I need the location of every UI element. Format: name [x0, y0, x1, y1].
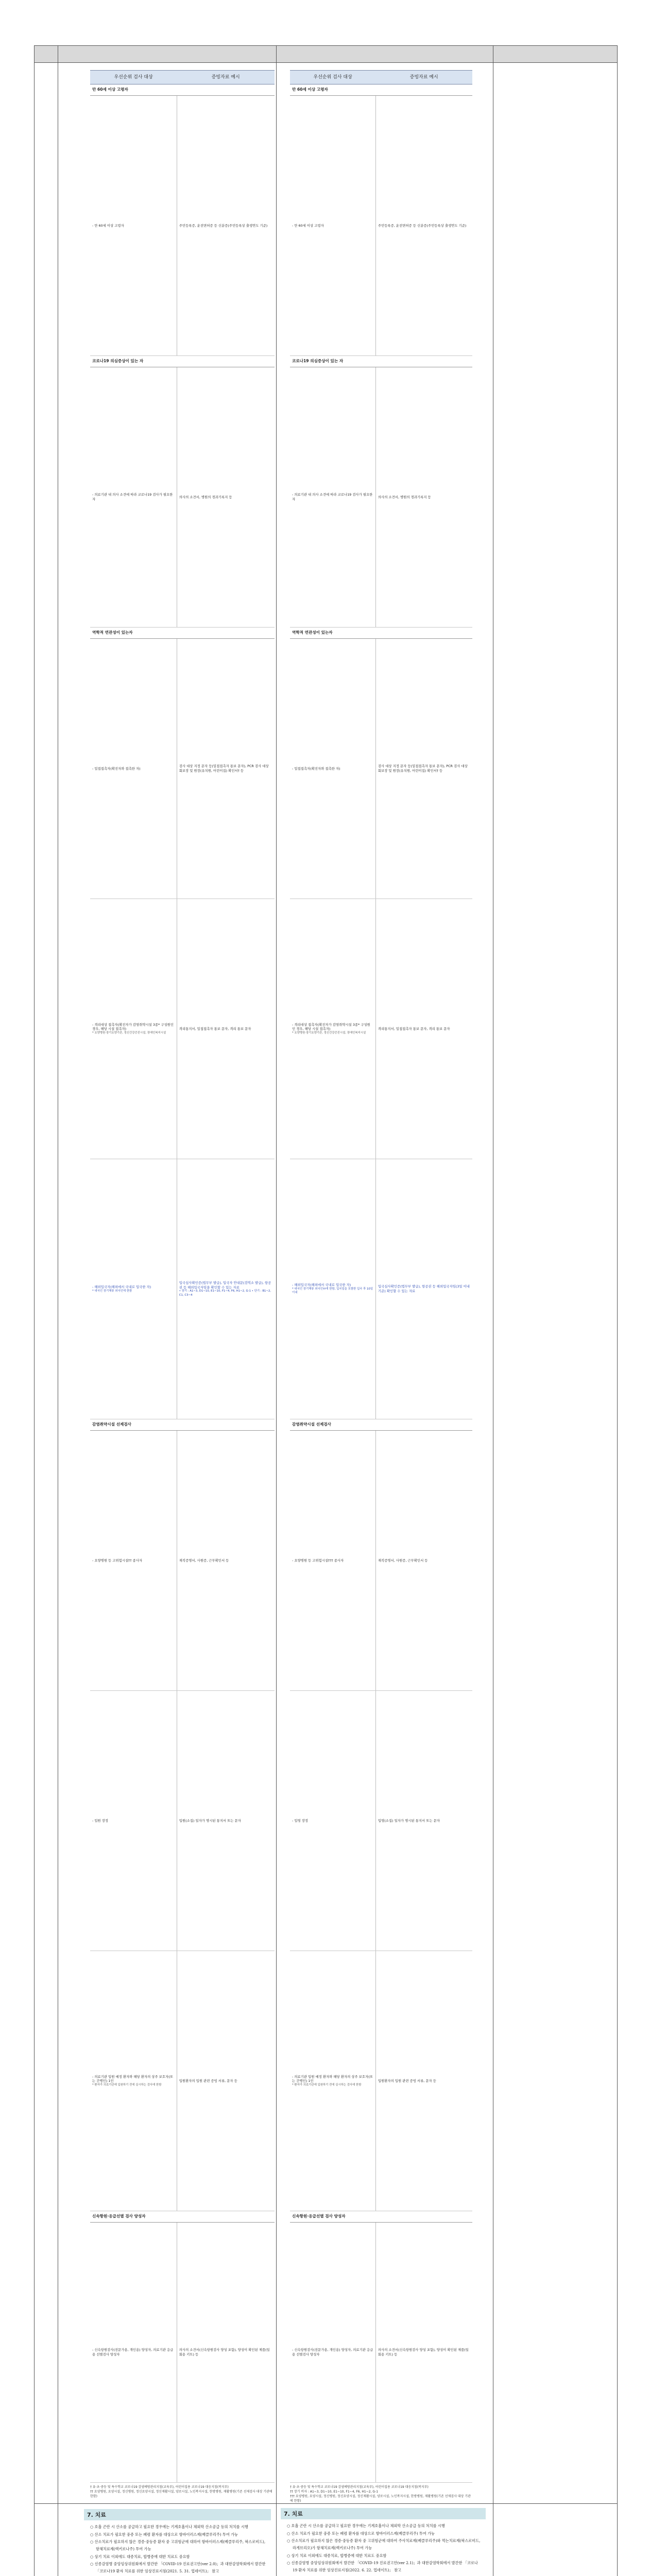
target-text: - 요양병원 등 고위험시설†† 종사자 — [92, 1558, 142, 1563]
section-title: 만 60세 이상 고령자 — [90, 84, 275, 96]
target-cell — [90, 899, 177, 1159]
table-row — [290, 96, 472, 356]
proof-text: 재직증명서, 사원증, 근무확인서 등 — [179, 1558, 229, 1563]
treatment-bullet: ○ 산소치료가 필요하지 않은 경증·중등증 환자 중 고위험군에 대하여 주사치료제(베클루리주)와 먹는치료제(팍스로비드, 라게브리오)가 항체치료제(렉키로나주) 투여 가능 — [287, 2537, 482, 2551]
after-treatment — [277, 2504, 493, 2574]
section-row — [290, 1419, 472, 1431]
table-row — [290, 1159, 472, 1419]
footnote: † 유·초·중등 및 특수학교 코로나19 감염예방관리지침(교육부), 어린이집용 코로나19 대응지침(복지부) — [90, 2485, 275, 2489]
proof-cell — [375, 1951, 472, 2211]
table-row — [90, 639, 275, 899]
header-cell-after — [277, 46, 493, 63]
section-row — [290, 2211, 472, 2223]
proof-cell — [177, 367, 275, 628]
section-row — [290, 84, 472, 96]
before-table-cell — [58, 63, 277, 2504]
target-text: - 격리대상 접촉자(확진자가 감염취약시설 3종* 구성원인 경우, 해당 시설 접촉자) — [92, 1023, 174, 1031]
treatment-bullets — [84, 2523, 271, 2575]
proof-cell — [375, 1691, 472, 1951]
target-text: - 해외입국자(해외에서 국내로 입국한 자) — [292, 1283, 351, 1287]
proof-note: • 장기 : A1~3, D1~10, E1~10, F1~4, F6, H1~2, G-1 • 단기 : B1~2, C1, C3~4 — [179, 1290, 272, 1297]
target-cell — [290, 96, 375, 356]
table-row — [90, 367, 275, 628]
proof-cell — [375, 367, 472, 628]
proof-cell — [177, 96, 275, 356]
proof-text: 격리통지서, 밀접접촉자 통보 문자, 격리 통보 문자 — [378, 1027, 450, 1031]
proof-text: 입원(소집) 일자가 명시된 통지서 또는 문자 — [179, 1819, 241, 1823]
treatment-bullet: ○ 산소 치료가 필요한 중증 또는 폐렴 환자를 대상으로 항바이러스제(베클루리주) 투여 가능 — [287, 2530, 482, 2537]
proof-text: 격리통지서, 밀접접촉자 통보 문자, 격리 통보 문자 — [179, 1027, 251, 1031]
section-title: 감염취약시설 선제검사 — [290, 1419, 472, 1431]
target-text: - 밀접접촉자(확진자와 접촉한 자) — [292, 767, 340, 771]
section-row — [90, 84, 275, 96]
proof-cell — [177, 1159, 275, 1419]
target-text: - 의료기관 입원 예정 환자와 해당 환자의 상주 보호자(또는 간병인) 1인 — [292, 2075, 373, 2083]
target-note: * 환자가 의료기관에 입원하기 전에 실시하는 검사에 한함 — [292, 2083, 373, 2087]
section-title: 만 60세 이상 고령자 — [290, 84, 472, 96]
note-cell — [493, 2504, 618, 2576]
footnote: ††† 요양병원, 요양시설, 정신병원, 정신요양시설, 정신재활시설, 양로시설, 노인복지시설, 한방병원, 재활병원(기존 선제검사 대상 기관에 한함) — [290, 2494, 472, 2503]
proof-cell — [177, 1951, 275, 2211]
treatment-bullet: ○ 호흡 곤란 시 산소를 공급하고 필요한 경우에는 기계호흡이나 체외막 산소공급 등의 처치를 시행 — [90, 2523, 267, 2531]
section-row — [90, 2211, 275, 2223]
target-note: * 환자가 의료기관에 입원하기 전에 실시하는 검사에 한함 — [92, 2083, 175, 2087]
target-note: * 요양병원·장기요양기관, 정신건강증진시설, 장애인복지시설 — [92, 1031, 175, 1035]
target-cell — [290, 367, 375, 628]
treatment-bullet: ○ 호흡 곤란 시 산소를 공급하고 필요한 경우에는 기계호흡이나 체외막 산소공급 등의 처치를 시행 — [287, 2522, 482, 2530]
table-row — [290, 1431, 472, 1691]
proof-text: 입원환자의 입원 관련 증빙 서류, 문자 등 — [179, 2079, 237, 2083]
target-note: * 내국인 장기체류 외국인에 한함 — [92, 1290, 175, 1293]
target-cell — [290, 2223, 375, 2483]
proof-text: 검사 대상 지정 문자 등(밀접접촉자 통보 문자), PCR 검사 대상 회보장 및 원장(유치원, 어린이집) 확인서† 등 — [378, 764, 468, 773]
proof-cell — [375, 1159, 472, 1419]
target-cell — [290, 899, 375, 1159]
col-header-target: 우선순위 검사 대상 — [290, 71, 375, 84]
target-text: - 만 60세 이상 고령자 — [92, 224, 124, 228]
table-row — [90, 1691, 275, 1951]
proof-cell — [375, 899, 472, 1159]
target-text: - 신속항원검사(전문가용, 개인용) 양성자, 의료기관 응급용 선별검사 양성자 — [92, 2348, 173, 2357]
footnotes — [290, 2485, 472, 2503]
table-row — [290, 899, 472, 1159]
section-row — [290, 356, 472, 367]
section-title: 신속항원·응급선별 검사 양성자 — [90, 2211, 275, 2223]
treatment-bullet: ○ 상기 치료 이외에도 대증치료, 합병증에 대한 치료도 중요함 — [287, 2552, 482, 2560]
target-text: - 만 60세 이상 고령자 — [292, 224, 324, 228]
treatment-bullet: ○ 상기 치료 이외에도 대증치료, 합병증에 대한 치료도 중요함 — [90, 2553, 267, 2561]
treatment-heading: 7. 치료 — [84, 2509, 271, 2520]
table-row — [90, 1159, 275, 1419]
target-note: * 내국인 장기체류 외국인††에 한함, 입국일을 포함한 입국 후 10일 이내 — [292, 1287, 373, 1295]
footnote: †† 요양병원, 요양시설, 정신병원, 정신요양시설, 정신재활시설, 양로시설, 노인복지시설, 한방병원, 재활병원(기존 선제검사 대상 기관에 한함) — [90, 2489, 275, 2499]
target-text: - 요양병원 등 고위험시설††† 종사자 — [292, 1558, 344, 1563]
section-row — [90, 356, 275, 367]
col-header-proof: 증빙자료 예시 — [177, 71, 275, 84]
target-cell — [290, 639, 375, 899]
target-cell — [90, 96, 177, 356]
target-text: - 입원 장정 — [92, 1819, 108, 1823]
table-header-row — [90, 71, 275, 84]
treatment-bullets — [281, 2522, 486, 2574]
proof-cell — [177, 899, 275, 1159]
target-cell — [90, 367, 177, 628]
target-cell — [90, 2223, 177, 2483]
after-priority-table — [277, 63, 493, 2503]
proof-text: 의사의 소견서, 병원의 경과기록지 등 — [378, 495, 431, 499]
target-text: - 의료기관 내 의사 소견에 따라 코로나19 검사가 필요한 자 — [292, 493, 372, 501]
target-cell — [290, 1159, 375, 1419]
row-number-cell — [35, 63, 58, 2504]
row-number-cell — [35, 2504, 58, 2576]
section-title: 신속항원·응급선별 검사 양성자 — [290, 2211, 472, 2223]
treatment-bullet: ○ 산소 치료가 필요한 중증 또는 폐렴 환자를 대상으로 항바이러스제(베클루리주) 투여 가능 — [90, 2531, 267, 2538]
priority-test-row — [35, 63, 618, 2504]
header-cell-before — [58, 46, 277, 63]
treatment-bullet: ○ 신종감염병 중앙임상위원회에서 발간한 「COVID-19 진료권고안(ver 2.1)」과 대한감염학회에서 발간한 「코로나19 환자 치료를 위한 임상진료지침(2022. 6. 22. 업데이트)」 참고 — [287, 2560, 482, 2573]
priority-table — [290, 70, 472, 2483]
proof-text: 주민등록증, 운전면허증 등 신분증(주민등록상 출생연도 기준) — [179, 224, 268, 228]
comparison-table — [34, 45, 618, 2576]
proof-cell — [375, 639, 472, 899]
proof-text: 재직증명서, 사원증, 근무확인서 등 — [378, 1558, 428, 1563]
proof-cell — [177, 639, 275, 899]
proof-text: 의사의 소견서, 병원의 경과기록지 등 — [179, 495, 232, 499]
proof-text: 의사의 소견서(신속항원검사 양성 포함), 양성이 확인된 제품(일회용 키트) 등 — [179, 2348, 270, 2357]
col-header-target: 우선순위 검사 대상 — [90, 71, 177, 84]
section-row — [90, 1419, 275, 1431]
section-title: 역학적 연관성이 있는자 — [290, 628, 472, 639]
section-title: 감염취약시설 선제검사 — [90, 1419, 275, 1431]
proof-cell — [177, 1431, 275, 1691]
proof-text: 입국심사확인증(법무부 발급), 항공권 등 해외입국자임(3일 이내 기준) 확인할 수 있는 자료 — [378, 1284, 470, 1293]
after-table-cell — [277, 63, 493, 2504]
table-row — [290, 1691, 472, 1951]
table-row — [90, 1431, 275, 1691]
priority-table — [90, 70, 275, 2483]
table-row — [290, 1951, 472, 2211]
table-row — [90, 2223, 275, 2483]
header-cell-note — [493, 46, 618, 63]
footnote: † 유·초·중등 및 특수학교 코로나19 감염예방관리지침(교육부), 어린이집용 코로나19 대응지침(복지부) — [290, 2485, 472, 2489]
proof-text: 입원환자의 입원 관련 증빙 서류, 문자 등 — [378, 2079, 436, 2083]
target-cell — [290, 1691, 375, 1951]
target-text: - 의료기관 내 의사 소견에 따라 코로나19 검사가 필요한 자 — [92, 493, 173, 501]
table-row — [290, 367, 472, 628]
section-title: 역학적 연관성이 있는자 — [90, 628, 275, 639]
table-row — [90, 96, 275, 356]
table-header-row — [290, 71, 472, 84]
section-title: 코로나19 의심증상이 있는 자 — [90, 356, 275, 367]
target-cell — [290, 1431, 375, 1691]
treatment-bullet: ○ 신종감염병 중앙임상위원회에서 발간한 「COVID-19 진료권고안(ver 2.0)」과 대한감염학회에서 발간한 「코로나19 환자 치료를 위한 임상진료지침(2021. 5. 31. 업데이트)」 참고 — [90, 2561, 267, 2574]
section-row — [290, 628, 472, 639]
proof-cell — [177, 1691, 275, 1951]
target-cell — [90, 1951, 177, 2211]
after-treatment-cell — [277, 2504, 493, 2576]
proof-text: 주민등록증, 운전면허증 등 신분증(주민등록상 출생연도 기준) — [378, 224, 467, 228]
note-cell — [493, 63, 618, 2504]
section-title: 코로나19 의심증상이 있는 자 — [290, 356, 472, 367]
table-row — [90, 1951, 275, 2211]
treatment-row — [35, 2504, 618, 2576]
target-text: - 의료기관 입원 예정 환자와 해당 환자의 상주 보호자(또는 간병인) 1인 — [92, 2075, 173, 2083]
header-cell-number — [35, 46, 58, 63]
target-cell — [90, 1159, 177, 1419]
proof-cell — [375, 1431, 472, 1691]
proof-text: 입국심사확인증(법무부 발급), 입국자 안내문(검역소 발급), 항공권 등 해외입국자임을 확인할 수 있는 자료 — [179, 1281, 271, 1290]
footnote: †† 장기 비자 : A1~3, D1~10, E1~10, F1~4, F6, H1~2, G-1 — [290, 2489, 472, 2494]
proof-text: 검사 대상 지정 문자 등(밀접접촉자 통보 문자), PCR 검사 대상 회보장 및 원장(유치원, 어린이집) 확인서† 등 — [179, 764, 269, 773]
treatment-heading: 7. 치료 — [281, 2508, 486, 2519]
section-row — [90, 628, 275, 639]
footnotes — [90, 2485, 275, 2499]
proof-text: 입영(소집) 일자가 명시된 통지서 또는 문자 — [378, 1819, 440, 1823]
target-cell — [90, 639, 177, 899]
table-row — [290, 2223, 472, 2483]
before-priority-table — [58, 63, 276, 2499]
target-text: - 입영 장정 — [292, 1819, 308, 1823]
target-note: * 요양병원·장기요양기관, 정신건강증진시설, 장애인복지시설 — [292, 1031, 373, 1035]
before-treatment — [58, 2504, 276, 2575]
target-text: - 밀접접촉자(확진자와 접촉한 자) — [92, 767, 141, 771]
before-treatment-cell — [58, 2504, 277, 2576]
proof-cell — [375, 96, 472, 356]
target-text: - 격리대상 접촉자(확진자가 감염취약시설 3종* 구성원인 경우, 해당 시설 접촉자) — [292, 1023, 370, 1031]
target-cell — [90, 1431, 177, 1691]
target-text: - 해외입국자(해외에서 국내로 입국한 자) — [92, 1285, 151, 1289]
proof-text: 의사의 소견서(신속항원검사 양성 포함), 양성이 확인된 제품(일회용 키트) 등 — [378, 2348, 469, 2357]
table-row — [90, 899, 275, 1159]
header-row — [35, 46, 618, 63]
target-text: - 신속항원검사(전문가용, 개인용) 양성자, 의료기관 응급용 선별검사 양성자 — [292, 2348, 373, 2357]
col-header-proof: 증빙자료 예시 — [375, 71, 472, 84]
proof-cell — [177, 2223, 275, 2483]
target-cell — [90, 1691, 177, 1951]
table-row — [290, 639, 472, 899]
target-cell — [290, 1951, 375, 2211]
treatment-bullet: ○ 산소치료가 필요하지 않은 경증·중등증 환자 중 고위험군에 대하여 항바이러스제(베클루리주, 팍스로비드), 항체치료제(렉키로나주) 투여 가능 — [90, 2538, 267, 2552]
proof-cell — [375, 2223, 472, 2483]
